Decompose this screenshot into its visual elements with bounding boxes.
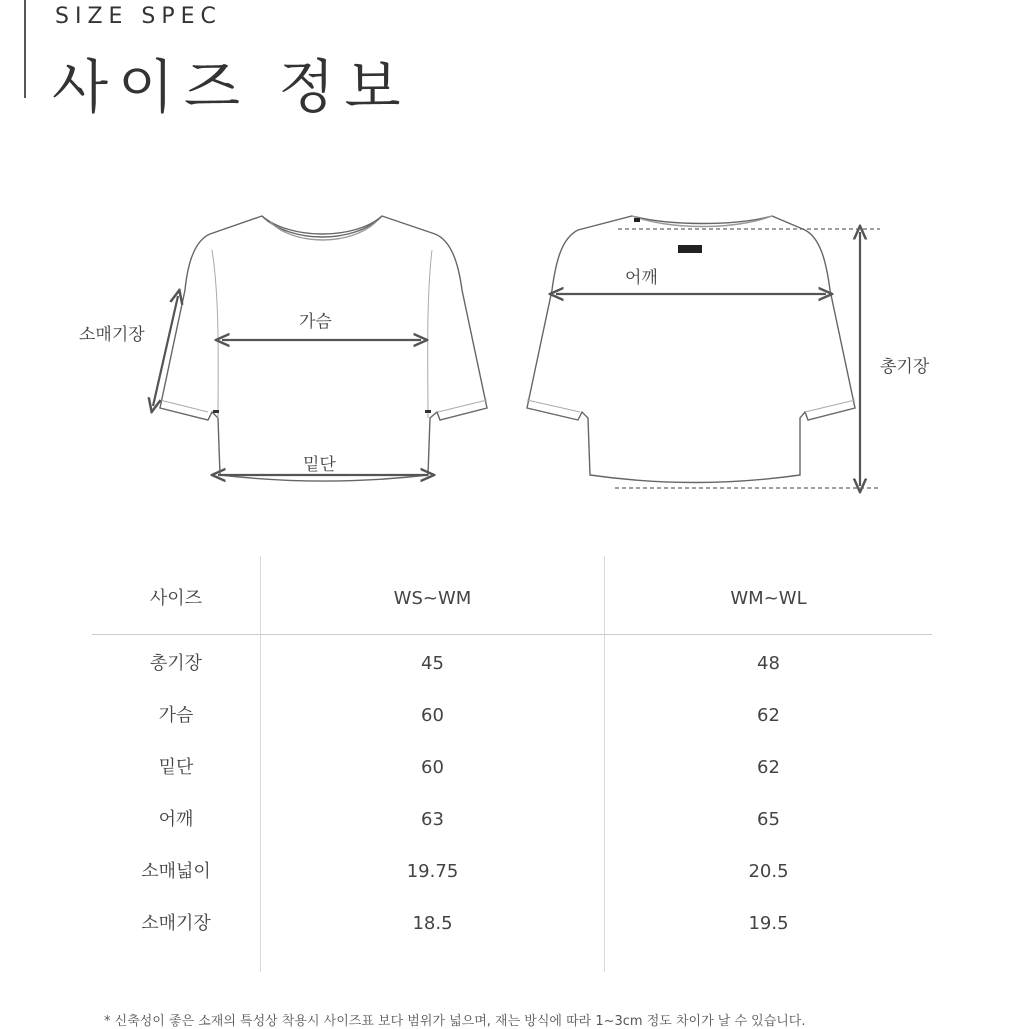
table-cell: 19.75 bbox=[406, 861, 459, 882]
chest-label: 가슴 bbox=[299, 312, 332, 332]
row-label: 가슴 bbox=[158, 705, 194, 726]
tshirt-illustration bbox=[0, 150, 1024, 530]
table-cell: 45 bbox=[421, 653, 444, 674]
front-view-shirt bbox=[160, 216, 487, 481]
page-title: 사이즈 정보 bbox=[52, 53, 411, 121]
table-cell: 60 bbox=[421, 757, 444, 778]
table-cell: 62 bbox=[757, 757, 780, 778]
table-cell: 20.5 bbox=[748, 861, 789, 882]
total-length-label: 총기장 bbox=[880, 357, 930, 377]
row-label: 소매넓이 bbox=[141, 861, 211, 882]
shoulder-label: 어깨 bbox=[625, 268, 658, 288]
header-cell: WM~WL bbox=[730, 588, 807, 609]
back-view-shirt bbox=[527, 216, 855, 483]
table-cell: 18.5 bbox=[412, 913, 453, 934]
header-accent-bar bbox=[24, 0, 26, 98]
header-cell: WS~WM bbox=[393, 588, 472, 609]
garment-diagram bbox=[0, 150, 1024, 530]
table-cell: 65 bbox=[757, 809, 780, 830]
header-cell: 사이즈 bbox=[149, 588, 203, 609]
table-cell: 63 bbox=[421, 809, 444, 830]
row-label: 밑단 bbox=[158, 757, 194, 778]
table-header-row bbox=[92, 556, 932, 635]
table-cell: 19.5 bbox=[748, 913, 789, 934]
row-label: 어깨 bbox=[158, 809, 194, 830]
row-label: 소매기장 bbox=[141, 913, 211, 934]
sleeve-length-label: 소매기장 bbox=[79, 325, 145, 345]
hem-label: 밑단 bbox=[303, 455, 336, 475]
table-cell: 62 bbox=[757, 705, 780, 726]
table-cell: 60 bbox=[421, 705, 444, 726]
section-eyebrow: SIZE SPEC bbox=[55, 4, 222, 29]
table-cell: 48 bbox=[757, 653, 780, 674]
row-label: 총기장 bbox=[149, 653, 203, 674]
footnote: * 신축성이 좋은 소재의 특성상 착용시 사이즈표 보다 범위가 넓으며, 재는 방식에 따라 1~3cm 정도 차이가 날 수 있습니다. bbox=[104, 1014, 806, 1029]
